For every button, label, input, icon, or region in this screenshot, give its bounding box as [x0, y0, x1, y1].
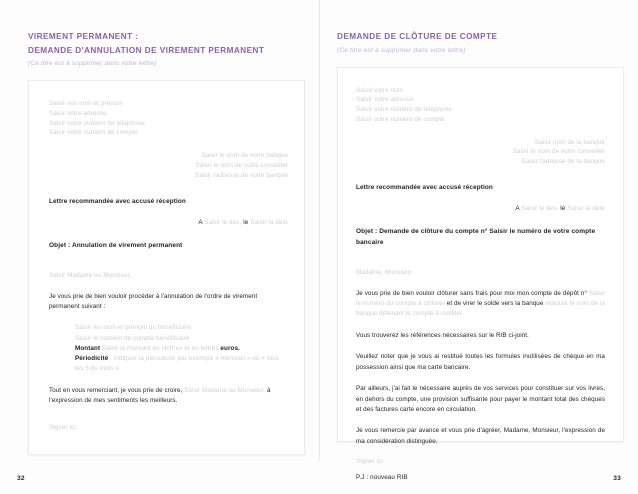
left-closing-placeholder: Saisir Madame ou Monsieur, — [184, 386, 266, 394]
left-signature-line: Signer ici — [49, 424, 76, 432]
left-salutation: Saisir Madame ou Monsieur, — [49, 272, 132, 280]
left-sender-line: Saisir votre numéro de compte — [49, 129, 138, 137]
right-sender-line: Saisir votre numéro de téléphone — [356, 106, 452, 114]
left-detail-list — [49, 323, 288, 374]
left-letter-card — [28, 80, 305, 455]
right-dateline-place: Saisir le lieu, — [521, 205, 559, 213]
left-heading-note: (Ce titre est à supprimer dans votre lettre) — [28, 60, 157, 67]
left-detail-value: : indiquer la périodicité par exemple « mensuel » ou « tous les 5 du mois ». — [75, 355, 280, 373]
page-right — [319, 0, 638, 494]
right-recipient-line: Saisir l'adresse de la banque — [521, 158, 605, 166]
left-heading-line2: DEMANDE D'ANNULATION DE VIREMENT PERMANENT — [28, 45, 265, 55]
left-dateline-date: Saisir la date — [250, 218, 288, 226]
left-registered-mention: Lettre recommandée avec accusé réception — [49, 197, 186, 205]
right-objet-pre: Objet : Demande de clôture du compte n° — [356, 228, 490, 236]
right-paragraph-2: Vous trouverez les références nécessaires sur le RIB ci-joint. — [356, 331, 529, 339]
left-detail-item — [75, 354, 288, 374]
right-recipient-line: Saisir le nom de votre conseiller — [512, 148, 605, 156]
right-sender-block — [356, 86, 605, 125]
right-recipient-line: Saisir nom de la banque — [534, 138, 605, 146]
right-registered-mention: Lettre recommandée avec accusé réception — [356, 184, 493, 192]
left-sender-line: Saisir votre adresse — [49, 109, 107, 117]
folio-right: 33 — [613, 475, 621, 482]
right-attachment-note: P.J : nouveau RIB — [356, 474, 408, 482]
right-heading-line1: DEMANDE DE CLÔTURE DE COMPTE — [337, 32, 498, 41]
left-dateline — [49, 219, 288, 226]
left-detail-item: Saisir le numéro de compte bénéficiaire — [75, 334, 190, 342]
right-paragraph-4: Par ailleurs, j'ai fait le nécessaire auprès de vos services pour constituer sur vos livres, en dehors du compte, une provision suffisante pour payer le montant total des chèques et des factures carte encore en circulation. — [356, 385, 605, 413]
left-body-paragraph: Je vous prie de bien vouloir procéder à l'annulation de l'ordre de virement permanent suivant : — [49, 292, 258, 311]
left-heading-line1: VIREMENT PERMANENT : — [28, 32, 139, 41]
left-detail-label: Périodicité — [75, 355, 109, 363]
left-detail-item: Saisir les nom et prénom du bénéficiaire — [75, 324, 192, 332]
right-objet-placeholder: Saisir le numéro de votre compte bancaire — [356, 228, 596, 246]
left-objet: Objet : Annulation de virement permanent — [49, 241, 183, 249]
left-sender-line: Saisir votre numéro de téléphone — [49, 119, 145, 127]
right-signature-line: Signer ici — [356, 458, 383, 466]
left-detail-tail: euros. — [220, 344, 240, 352]
right-heading-block — [337, 0, 624, 54]
left-detail-value: Saisir le montant en chiffres et en lettres — [102, 344, 221, 352]
right-sender-line: Saisir votre adresse — [356, 96, 414, 104]
left-sender-line: Saisir vos nom et prénom — [49, 100, 123, 107]
right-dateline-le: le — [560, 205, 566, 213]
right-sender-line: Saisir votre nom — [356, 86, 404, 94]
right-dateline-a: A — [515, 205, 520, 213]
right-heading-note: (Ce titre est à supprimer dans votre lettre) — [337, 46, 466, 54]
left-detail-label: Montant — [75, 344, 103, 352]
right-para1-a: Je vous prie de bien vouloir clôturer sans frais pour moi mon compte de dépôt n° — [356, 289, 589, 297]
right-objet — [356, 227, 605, 248]
right-dateline — [356, 205, 605, 212]
right-salutation: Madame, Monsieur, — [356, 269, 413, 277]
right-paragraph-3: Veuillez noter que je vous ai restitué toutes les formules inutilisées de chèque en ma possession ainsi que ma carte bancaire. — [356, 353, 605, 371]
right-para1-b: et de virer le solde vers la banque — [444, 300, 546, 308]
left-heading-block — [28, 0, 305, 67]
left-dateline-le: le — [243, 218, 249, 226]
right-dateline-date: Saisir la date — [567, 205, 605, 213]
folio-left: 32 — [17, 475, 25, 482]
left-closing-pre: Tout en vous remerciant, je vous prie de croire, — [49, 386, 185, 394]
left-recipient-line: Saisir le nom de votre banque — [201, 152, 288, 160]
left-detail-item — [75, 344, 288, 354]
right-paragraph-5: Je vous remercie par avance et vous prie d'agréer, Madame, Monsieur, l'expression de ma considération distinguée. — [356, 427, 605, 445]
right-para1-placeholder-1: Saisir le numéro du compte à clôturer — [356, 289, 605, 308]
left-recipient-line: Saisir le nom de votre conseiller — [195, 161, 288, 169]
right-recipient-block — [356, 138, 605, 167]
left-closing-paragraph — [49, 386, 288, 407]
left-recipient-line: Saisir l'adresse de votre banque — [195, 171, 288, 179]
right-paragraph-1 — [356, 289, 605, 320]
left-dateline-place: Saisir le lieu, — [204, 218, 242, 226]
left-recipient-block — [49, 151, 288, 180]
right-sender-line: Saisir votre numéro de compte — [356, 115, 445, 123]
page-gutter-divider — [319, 0, 320, 461]
left-sender-block — [49, 99, 288, 138]
left-closing-post: à l'expression de mes sentiments les meilleurs. — [49, 386, 271, 404]
right-para1-placeholder-2: indiquer le nom de la banque détenant le compte à créditer. — [356, 300, 605, 318]
left-dateline-a: A — [198, 218, 203, 226]
